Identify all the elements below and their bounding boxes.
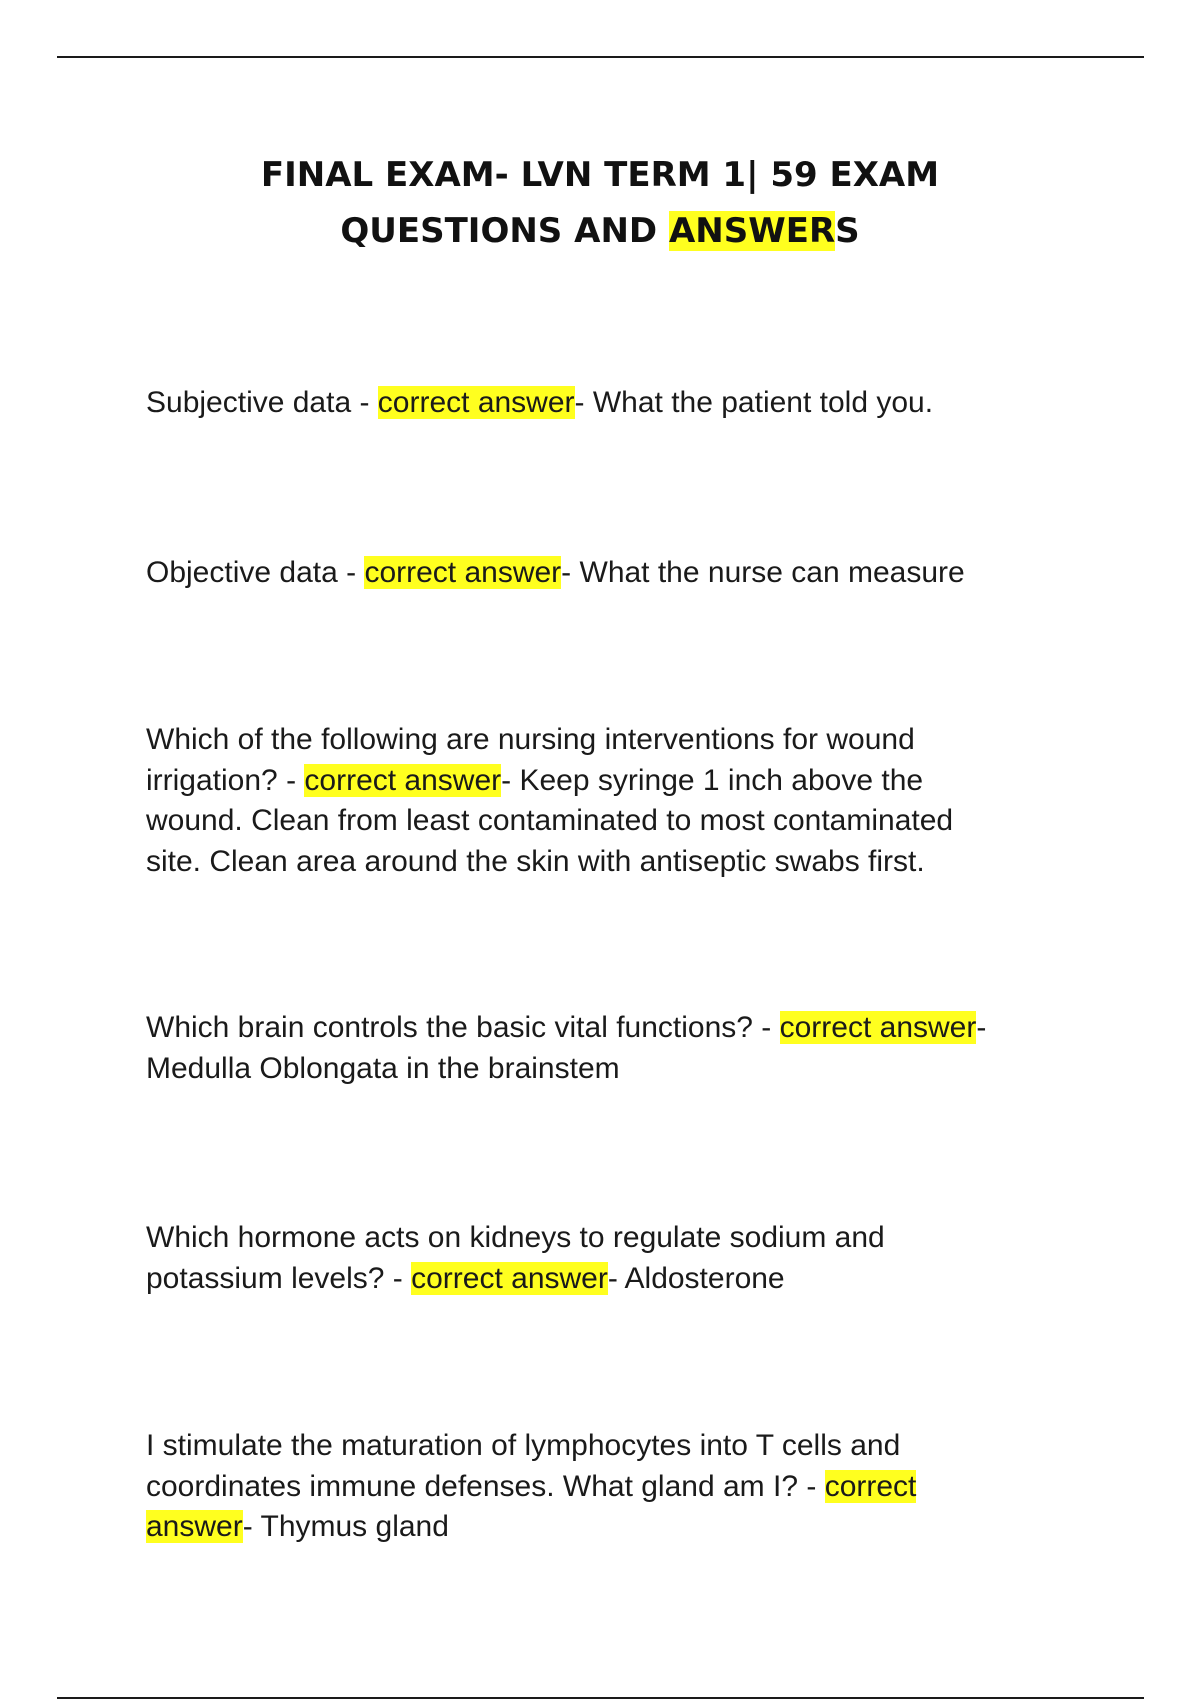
question-text: Which brain controls the basic vital functions? -: [146, 1011, 780, 1044]
question-text: Subjective data -: [146, 386, 378, 419]
answer-highlight: answer: [146, 1510, 243, 1543]
title-line-2: [0, 203, 1200, 259]
qa-item-2: [146, 553, 1066, 594]
qa-item-3: [146, 720, 1066, 882]
top-divider: [57, 56, 1144, 58]
answer-highlight: correct answer: [779, 1011, 977, 1044]
qa-line: [146, 842, 1066, 883]
qa-line: [146, 1507, 1066, 1548]
question-text: irrigation? -: [146, 763, 305, 797]
question-text: coordinates immune defenses. What gland am I? -: [146, 1469, 825, 1503]
qa-item-1: [146, 383, 1066, 424]
title-line-1: FINAL EXAM- LVN TERM 1| 59 EXAM: [260, 155, 940, 195]
qa-item-5: [146, 1218, 1066, 1299]
qa-line: [146, 1218, 1066, 1259]
qa-line: [146, 1467, 1066, 1508]
answer-text: - Thymus gland: [242, 1510, 449, 1543]
qa-line: [146, 1008, 1066, 1049]
answer-text: - What the patient told you.: [574, 386, 934, 419]
answer-highlight: correct answer: [411, 1261, 608, 1295]
question-text: Which hormone acts on kidneys to regulate sodium and: [146, 1221, 885, 1254]
answer-text: Medulla Oblongata in the brainstem: [146, 1051, 620, 1085]
title-highlight: ANSWER: [668, 211, 836, 251]
question-text: Objective data -: [146, 556, 365, 589]
answer-text: -: [976, 1011, 987, 1044]
answer-text: - What the nurse can measure: [561, 556, 965, 589]
title-line-2-text: QUESTIONS AND: [340, 211, 669, 251]
answer-text: - Keep syringe 1 inch above the: [501, 763, 924, 797]
qa-line: [146, 761, 1066, 802]
answer-text: site. Clean area around the skin with antiseptic swabs first.: [146, 844, 925, 878]
answer-highlight: correct: [824, 1469, 917, 1503]
qa-line: [146, 553, 1066, 594]
qa-item-4: [146, 1008, 1066, 1089]
qa-line: [146, 1049, 1066, 1090]
qa-line: [146, 1259, 1066, 1300]
answer-highlight: correct answer: [364, 556, 562, 589]
qa-line: [146, 801, 1066, 842]
question-text: potassium levels? -: [146, 1261, 412, 1295]
qa-line: [146, 1426, 1066, 1467]
qa-item-6: [146, 1426, 1066, 1548]
title-line-2-tail: S: [835, 211, 860, 251]
document-title: [0, 147, 1200, 259]
question-text: I stimulate the maturation of lymphocytes into T cells and: [146, 1429, 901, 1462]
answer-text: wound. Clean from least contaminated to most contaminated: [146, 804, 954, 837]
answer-text: - Aldosterone: [607, 1261, 785, 1295]
question-text: Which of the following are nursing interventions for wound: [146, 723, 915, 756]
bottom-divider: [57, 1697, 1144, 1699]
qa-line: [146, 720, 1066, 761]
qa-line: [146, 383, 1066, 424]
answer-highlight: correct answer: [304, 763, 502, 797]
answer-highlight: correct answer: [377, 386, 575, 419]
